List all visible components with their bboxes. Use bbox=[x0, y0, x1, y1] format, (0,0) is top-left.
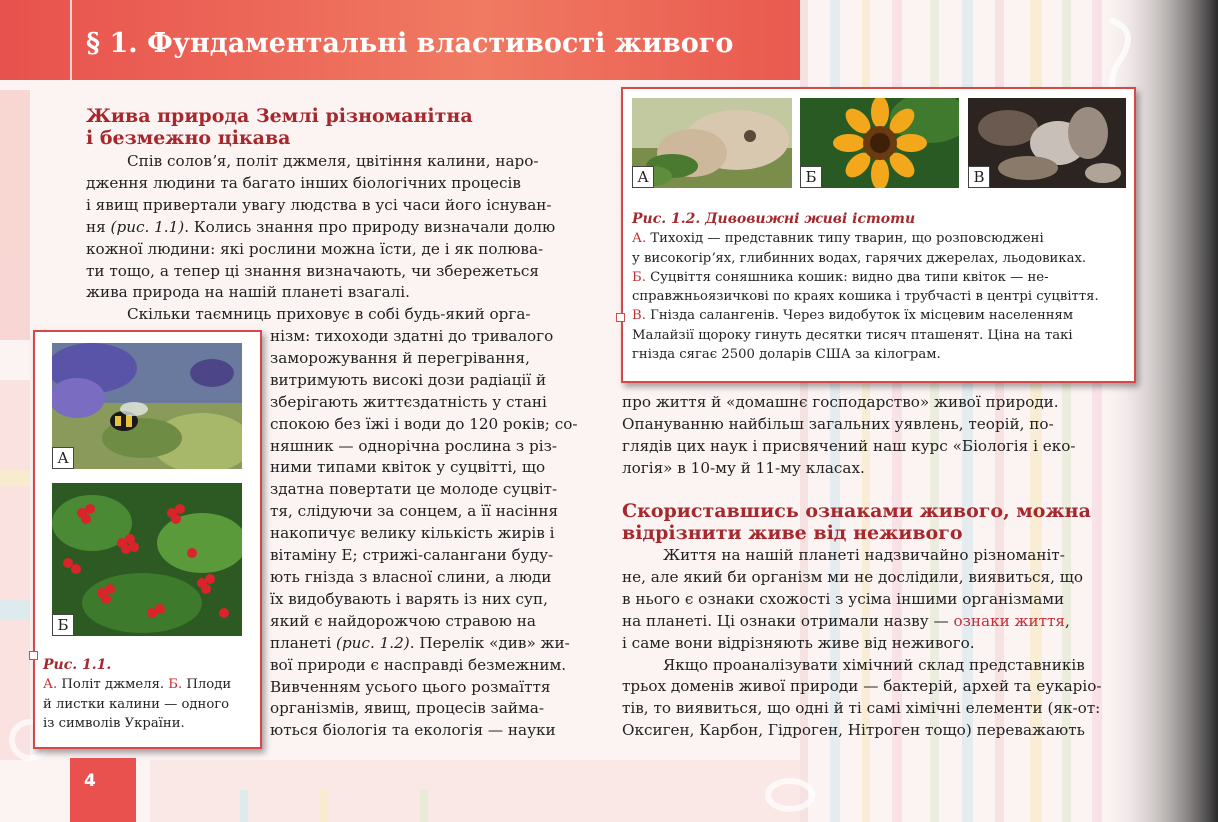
text-line: нізм: тихоходи здатні до тривалого bbox=[270, 327, 554, 345]
page-number: 4 bbox=[84, 771, 96, 791]
text-line: трьох доменів живої природи — бактерій, архей та еукаріо- bbox=[622, 677, 1102, 696]
text-line: на планеті. Ці ознаки отримали назву — ознаки життя, bbox=[622, 611, 1070, 630]
section-heading-1 bbox=[86, 105, 473, 149]
text-line: вітаміну Е; стрижі-салангани буду- bbox=[270, 546, 554, 565]
text-line: вої природи є насправді безмежним. bbox=[270, 655, 567, 674]
text-line: Скільки таємниць приховує в собі будь-який орга- bbox=[127, 305, 531, 324]
text-line: Життя на нашій планеті надзвичайно різноманіт- bbox=[663, 546, 1065, 564]
text-line: про життя й «домашнє господарство» живої природи. bbox=[622, 393, 1059, 411]
text-line: Спів соловʼя, політ джмеля, цвітіння калини, наро- bbox=[127, 152, 539, 170]
text-line: няшник — однорічна рослина з різ- bbox=[270, 436, 558, 455]
figure-1-1 bbox=[33, 330, 262, 749]
paragraph-1 bbox=[86, 151, 596, 326]
text-line: ня (рис. 1.1). Колись знання про природу визначали долю bbox=[86, 217, 556, 236]
text-line: кожної людини: які рослини можна їсти, де і як полюва- bbox=[86, 239, 544, 258]
text-line: ють гнізда з власної слини, а люди bbox=[270, 567, 552, 586]
caption-line: А. Політ джмеля. Б. Плоди bbox=[43, 677, 232, 693]
paragraph-2 bbox=[270, 326, 597, 742]
paragraph-3 bbox=[622, 545, 1134, 742]
text-line: Оксиген, Карбон, Гідроген, Нітроген тощо) переважають bbox=[622, 721, 1085, 740]
text-line: Опануванню найбільш загальних уявлень, теорій, по- bbox=[622, 414, 1054, 433]
heading-line: і безмежно цікава bbox=[86, 127, 291, 149]
figure-1-1-caption bbox=[43, 656, 255, 733]
caption-title: Рис. 1.1. bbox=[43, 657, 112, 673]
text-line: ними типами квіток у суцвітті, що bbox=[270, 458, 546, 477]
photo-label-b: Б bbox=[52, 614, 74, 636]
text-line: глядів цих наук і присвячений наш курс «Біологія і еко- bbox=[622, 436, 1076, 455]
photo-label-c: В bbox=[968, 166, 990, 188]
caption-line: Б. Суцвіття соняшника кошик: видно два типи квіток — не- bbox=[632, 269, 1049, 285]
caption-line: А. Тихохід — представник типу тварин, що розповсюджені bbox=[632, 231, 1044, 247]
photo-label-a: А bbox=[52, 447, 74, 469]
caption-line: Малайзії щороку гинуть десятки тисяч пташенят. Ціна на такі bbox=[632, 327, 1073, 343]
text-line: не, але який би організм ми не дослідили, виявиться, що bbox=[622, 567, 1084, 586]
caption-line: гнізда сягає 2500 доларів США за кілограм. bbox=[632, 347, 941, 363]
text-line: накопичує велику кількість жирів і bbox=[270, 524, 555, 543]
text-line: здатна повертати це молоде суцвіт- bbox=[270, 480, 558, 499]
figure-1-2-caption bbox=[632, 210, 1124, 364]
photo-label-a: А bbox=[632, 166, 654, 188]
text-line: планеті (рис. 1.2). Перелік «див» жи- bbox=[270, 633, 570, 652]
text-line: дження людини та багато інших біологічних процесів bbox=[86, 173, 521, 192]
text-line: ти тощо, а тепер ці знання визначають, чи збережеться bbox=[86, 261, 539, 280]
heading-line: відрізнити живе від неживого bbox=[622, 522, 963, 544]
figure-reference: (рис. 1.1) bbox=[110, 217, 185, 236]
tardigrade-photo bbox=[632, 98, 792, 188]
caption-line: й листки калини — одного bbox=[43, 696, 230, 712]
text-line: організмів, явищ, процесів займа- bbox=[270, 699, 544, 718]
text-line: Вивченням усього цього розмаїття bbox=[270, 677, 551, 696]
title-bar bbox=[0, 0, 800, 80]
text-line: логія» в 10-му й 11-му класах. bbox=[622, 458, 865, 477]
photo-label-b: Б bbox=[800, 166, 822, 188]
text-line: жива природа на нашій планеті взагалі. bbox=[86, 283, 410, 302]
caption-line: справжньоязичкові по краях кошика і трубчасті в центрі суцвіття. bbox=[632, 289, 1099, 305]
heading-line: Скориставшись ознаками живого, можна bbox=[622, 500, 1091, 522]
page-number-box bbox=[70, 758, 136, 822]
text-line: ються біологія та екологія — науки bbox=[270, 721, 556, 740]
figure-reference: (рис. 1.2) bbox=[336, 633, 410, 652]
caption-line: В. Гнізда салангенів. Через видобуток їх місцевим населенням bbox=[632, 308, 1074, 324]
text-line: в нього є ознаки схожості з усіма іншими організмами bbox=[622, 589, 1065, 608]
text-line: їх видобувають і варять із них суп, bbox=[270, 589, 548, 608]
caption-line: із символів України. bbox=[43, 715, 185, 731]
page-title: § 1. Фундаментальні властивості живого bbox=[86, 28, 734, 59]
caption-title: Рис. 1.2. Дивовижні живі істоти bbox=[632, 211, 916, 227]
section-heading-2 bbox=[622, 500, 1091, 544]
caption-marker bbox=[616, 313, 625, 322]
text-line: заморожування й перегрівання, bbox=[270, 348, 530, 367]
swiftlet-nests-photo bbox=[968, 98, 1126, 188]
bumblebee-photo bbox=[52, 343, 242, 469]
sunflower-photo bbox=[800, 98, 959, 188]
text-line: Якщо проаналізувати хімічний склад представників bbox=[663, 655, 1085, 674]
caption-marker bbox=[29, 651, 38, 660]
text-line: і явищ привертали увагу людства в усі часи його існуван- bbox=[86, 195, 552, 214]
text-line: спокою без їжі і води до 120 років; со- bbox=[270, 414, 578, 433]
text-line: витримують високі дози радіації й bbox=[270, 370, 547, 389]
viburnum-photo bbox=[52, 483, 242, 636]
text-line: тя, слідуючи за сонцем, а її насіння bbox=[270, 502, 559, 521]
text-line: який є найдорожчою стравою на bbox=[270, 611, 536, 630]
paragraph-continuation bbox=[622, 392, 1134, 480]
caption-line: у високогірʼях, глибинних водах, гарячих джерелах, льодовиках. bbox=[632, 250, 1087, 266]
heading-line: Жива природа Землі різноманітна bbox=[86, 105, 473, 127]
term-highlight: ознаки життя bbox=[953, 611, 1066, 630]
text-line: і саме вони відрізняють живе від неживого. bbox=[622, 633, 975, 652]
figure-1-2 bbox=[621, 87, 1136, 383]
title-rule bbox=[70, 0, 72, 80]
text-line: зберігають життєздатність у стані bbox=[270, 392, 547, 411]
text-line: тів, то виявиться, що одні й ті самі хімічні елементи (як-от: bbox=[622, 699, 1101, 718]
